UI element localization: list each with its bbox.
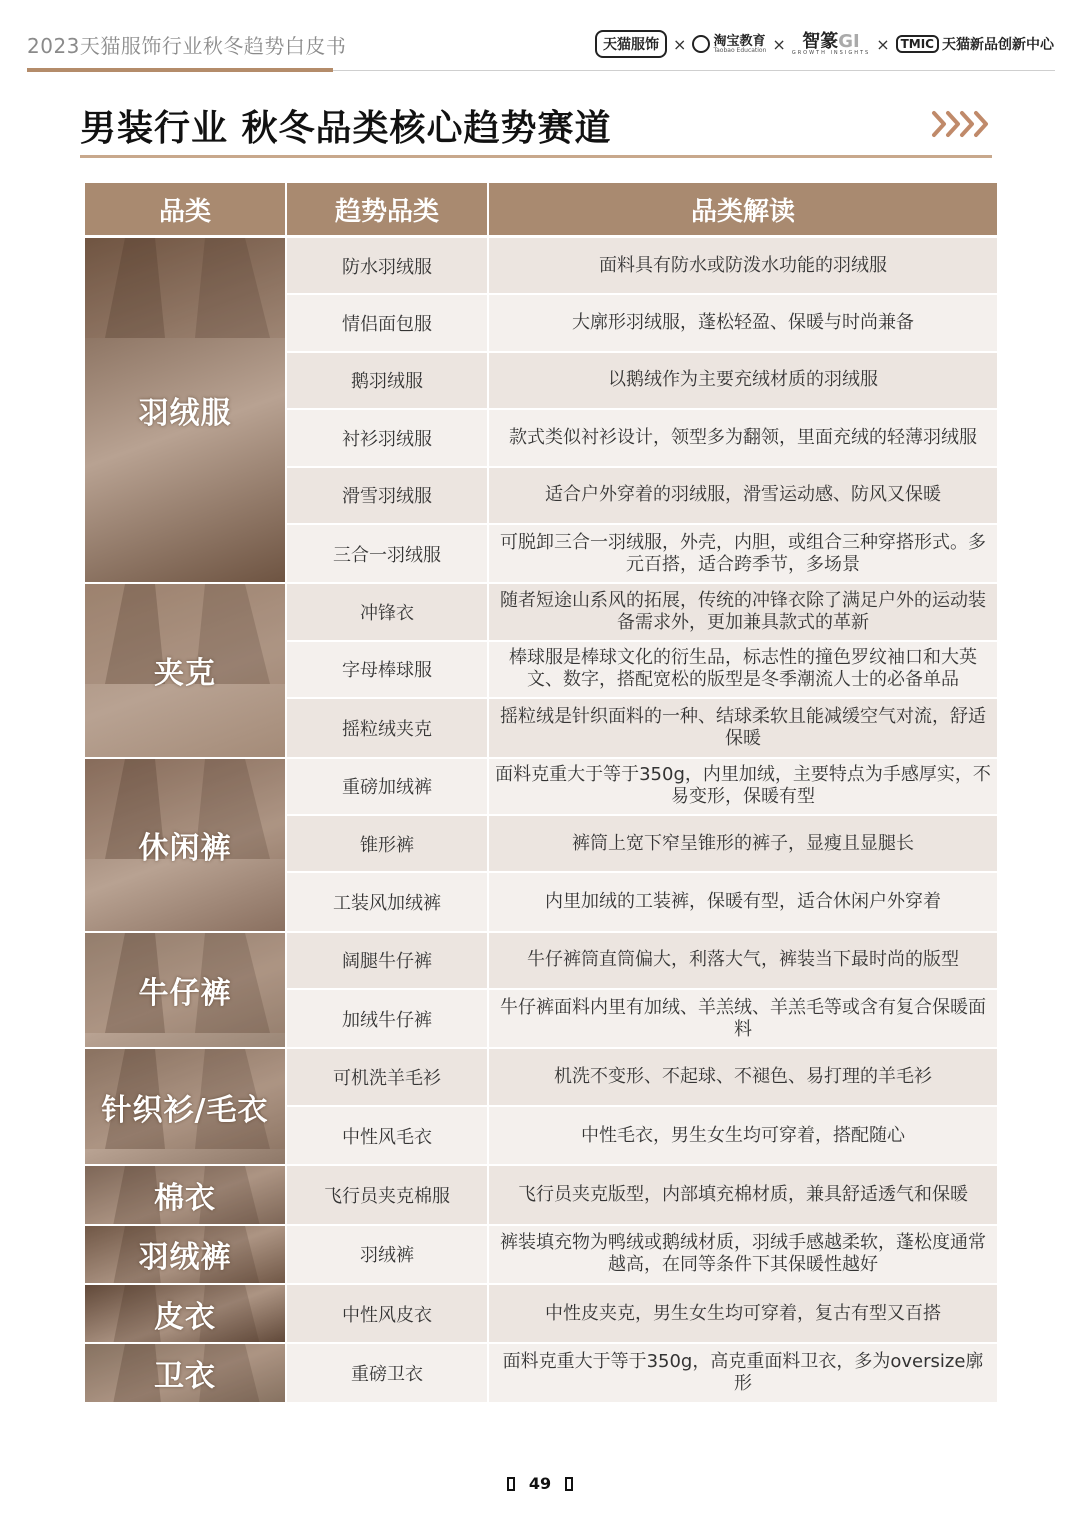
table-row (287, 816, 997, 873)
trend-cell: 冲锋衣 (287, 584, 489, 639)
category-photo-placeholder (85, 238, 285, 338)
category-group (85, 1166, 997, 1225)
trend-cell: 中性风皮衣 (287, 1285, 489, 1342)
description-cell: 裤装填充物为鸭绒或鹅绒材质，羽绒手感越柔软，蓬松度通常越高，在同等条件下其保暖性越好 (500, 1232, 986, 1276)
category-label: 针织衫/毛衣 (101, 1092, 269, 1128)
trend-cell: 摇粒绒夹克 (287, 699, 489, 756)
description-cell: 面料具有防水或防泼水功能的羽绒服 (599, 254, 887, 276)
category-label: 皮衣 (154, 1299, 216, 1335)
table-row (287, 1166, 997, 1223)
taobao-circle-icon (692, 35, 710, 53)
description-cell: 牛仔裤面料内里有加绒、羊羔绒、羊羔毛等或含有复合保暖面料 (500, 996, 986, 1040)
category-label: 棉衣 (154, 1180, 216, 1216)
page-bracket-icon (565, 1477, 573, 1491)
description-cell: 内里加绒的工装裤，保暖有型，适合休闲户外穿着 (545, 890, 941, 912)
category-label: 休闲裤 (138, 830, 232, 866)
category-label: 夹克 (154, 656, 216, 692)
description-cell: 中性皮夹克，男生女生均可穿着，复古有型又百搭 (545, 1302, 941, 1324)
trend-cell: 加绒牛仔裤 (287, 990, 489, 1047)
category-cell (85, 584, 287, 756)
column-header-trend: 趋势品类 (287, 183, 489, 235)
description-cell: 随者短途山系风的拓展，传统的冲锋衣除了满足户外的运动装备需求外，更加兼具款式的革新 (500, 590, 986, 634)
column-header-category: 品类 (85, 183, 287, 235)
table-row (287, 238, 997, 295)
page-title: 男装行业 秋冬品类核心趋势赛道 (80, 108, 612, 149)
category-cell (85, 238, 287, 582)
taobao-education-logo: 淘宝教育 Taobao Education (692, 35, 766, 54)
category-cell (85, 759, 287, 931)
page-bracket-icon (507, 1477, 515, 1491)
chevron-right-icon (930, 107, 992, 141)
separator: × (772, 34, 786, 54)
description-cell: 适合户外穿着的羽绒服，滑雪运动感、防风又保暖 (545, 484, 941, 506)
trend-cell: 羽绒裤 (287, 1226, 489, 1283)
table-row (287, 353, 997, 410)
trend-cell: 锥形裤 (287, 816, 489, 871)
category-cell (85, 1049, 287, 1164)
partner-logos (595, 28, 1054, 60)
description-cell: 棒球服是棒球文化的衍生品，标志性的撞色罗纹袖口和大英文、数字，搭配宽松的版型是冬季潮流人士的必备单品 (509, 647, 977, 691)
trend-cell: 滑雪羽绒服 (287, 468, 489, 523)
table-row (287, 1049, 997, 1106)
trend-cell: 情侣面包服 (287, 295, 489, 350)
category-group (85, 1049, 997, 1166)
heading-divider (80, 155, 992, 158)
table-row (287, 933, 997, 990)
trend-cell: 防水羽绒服 (287, 238, 489, 293)
zhizhuan-logo: 智篆GI GROWTH INSIGHTS (791, 30, 871, 56)
category-group (85, 1344, 997, 1403)
page-number: 49 (0, 1474, 1080, 1493)
trend-table (85, 183, 997, 1404)
trend-cell: 衬衫羽绒服 (287, 410, 489, 465)
description-cell: 以鹅绒作为主要充绒材质的羽绒服 (608, 369, 878, 391)
trend-cell: 阔腿牛仔裤 (287, 933, 489, 988)
category-cell (85, 1285, 287, 1342)
category-label: 羽绒裤 (138, 1240, 232, 1276)
description-cell: 飞行员夹克版型，内部填充棉材质，兼具舒适透气和保暖 (518, 1183, 968, 1205)
table-row (287, 990, 997, 1047)
category-cell (85, 1166, 287, 1223)
description-cell: 中性毛衣，男生女生均可穿着，搭配随心 (581, 1124, 905, 1146)
category-label: 卫衣 (154, 1359, 216, 1395)
trend-cell: 三合一羽绒服 (287, 525, 489, 582)
table-row (287, 468, 997, 525)
description-cell: 牛仔裤筒直筒偏大，利落大气，裤装当下最时尚的版型 (527, 949, 959, 971)
table-row (287, 1226, 997, 1283)
description-cell: 面料克重大于等于350g，高克重面料卫衣，多为oversize廓形 (502, 1351, 984, 1395)
description-cell: 裤筒上宽下窄呈锥形的裤子，显瘦且显腿长 (572, 832, 914, 854)
category-group (85, 933, 997, 1050)
table-row (287, 759, 997, 816)
table-row (287, 410, 997, 467)
description-cell: 面料克重大于等于350g，内里加绒，主要特点为手感厚实，不易变形，保暖有型 (495, 764, 991, 808)
trend-cell: 工装风加绒裤 (287, 873, 489, 930)
trend-cell: 鹅羽绒服 (287, 353, 489, 408)
description-cell: 摇粒绒是针织面料的一种、结球柔软且能减缓空气对流，舒适保暖 (500, 705, 986, 749)
table-row (287, 525, 997, 582)
category-group (85, 1226, 997, 1285)
trend-cell: 重磅卫衣 (287, 1344, 489, 1401)
table-row (287, 1344, 997, 1401)
trend-cell: 飞行员夹克棉服 (287, 1166, 489, 1223)
description-cell: 机洗不变形、不起球、不褪色、易打理的羊毛衫 (554, 1066, 932, 1088)
separator: × (673, 34, 687, 54)
trend-cell: 中性风毛衣 (287, 1107, 489, 1164)
trend-cell: 重磅加绒裤 (287, 759, 489, 814)
description-cell: 大廓形羽绒服，蓬松轻盈、保暖与时尚兼备 (572, 312, 914, 334)
trend-cell: 字母棒球服 (287, 642, 489, 697)
description-cell: 款式类似衬衫设计，领型多为翻领，里面充绒的轻薄羽绒服 (509, 426, 977, 448)
table-row (287, 1285, 997, 1342)
table-row (287, 699, 997, 756)
trend-cell: 可机洗羊毛衫 (287, 1049, 489, 1104)
tmic-logo: TMIC 天猫新品创新中心 (896, 34, 1054, 54)
table-row (287, 584, 997, 641)
table-row (287, 642, 997, 699)
column-header-description: 品类解读 (489, 183, 997, 235)
category-group (85, 759, 997, 933)
category-group (85, 584, 997, 758)
report-title: 2023天猫服饰行业秋冬趋势白皮书 (27, 34, 347, 58)
category-cell (85, 1226, 287, 1283)
tmall-fashion-logo: 天猫服饰 (595, 30, 667, 58)
category-group (85, 1285, 997, 1344)
category-label: 羽绒服 (138, 396, 232, 432)
table-row (287, 873, 997, 930)
table-row (287, 295, 997, 352)
table-body (85, 238, 997, 1404)
table-row (287, 1107, 997, 1164)
category-group (85, 238, 997, 584)
category-cell (85, 1344, 287, 1401)
header-accent-bar (27, 68, 333, 72)
table-header (85, 183, 997, 235)
description-cell: 可脱卸三合一羽绒服，外壳，内胆，或组合三种穿搭形式。多元百搭，适合跨季节，多场景 (500, 531, 986, 575)
separator: × (876, 34, 890, 54)
category-label: 牛仔裤 (138, 976, 232, 1012)
category-cell (85, 933, 287, 1048)
